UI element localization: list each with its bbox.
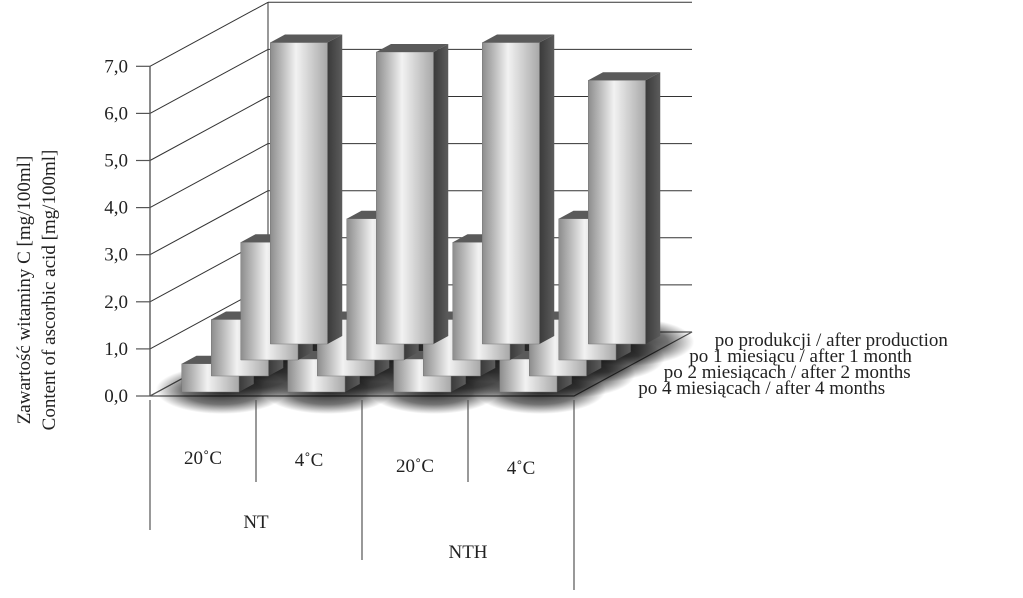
y-tick-label: 1,0 <box>104 338 128 360</box>
series-label: po produkcji / after production <box>714 330 948 352</box>
y-axis-title-line-1: Zawartość witaminy C [mg/100ml] <box>14 155 35 425</box>
bar-front <box>482 43 539 344</box>
y-tick-label: 6,0 <box>104 103 128 125</box>
bar <box>376 44 448 344</box>
series-label: po 1 miesiącu / after 1 month <box>689 346 912 368</box>
bar-side <box>539 35 554 344</box>
y-axis <box>104 56 150 407</box>
bar <box>482 35 554 344</box>
bar <box>270 35 342 344</box>
x-group-label: NT <box>243 512 269 533</box>
gridline-left-7 <box>150 2 268 66</box>
gridline-left-6 <box>150 49 268 113</box>
y-tick-label: 0,0 <box>104 386 128 407</box>
bar-front <box>376 52 433 344</box>
y-tick-label: 4,0 <box>104 197 128 219</box>
x-category-label: 20˚C <box>184 448 222 469</box>
bar-front <box>270 43 327 344</box>
y-axis-title-line-2: Content of ascorbic acid [mg/100ml] <box>39 149 60 431</box>
bar <box>588 72 660 344</box>
y-tick-label: 3,0 <box>104 244 128 266</box>
bars <box>182 35 660 392</box>
x-category-label: 4˚C <box>294 450 324 471</box>
bar-side <box>645 72 660 344</box>
bar-side <box>433 44 448 344</box>
x-category-label: 20˚C <box>396 456 434 477</box>
y-tick-label: 7,0 <box>104 56 128 78</box>
gridline-left-5 <box>150 97 268 161</box>
x-group-label: NTH <box>448 542 488 563</box>
x-axis <box>150 400 574 590</box>
bar-side <box>327 35 342 344</box>
series-label: po 4 miesiącach / after 4 months <box>638 378 886 400</box>
series-label: po 2 miesiącach / after 2 months <box>663 362 911 384</box>
gridline-left-4 <box>150 144 268 208</box>
bar-front <box>588 80 645 344</box>
y-tick-label: 5,0 <box>104 150 128 172</box>
y-tick-label: 2,0 <box>104 291 128 313</box>
x-category-label: 4˚C <box>506 458 536 479</box>
